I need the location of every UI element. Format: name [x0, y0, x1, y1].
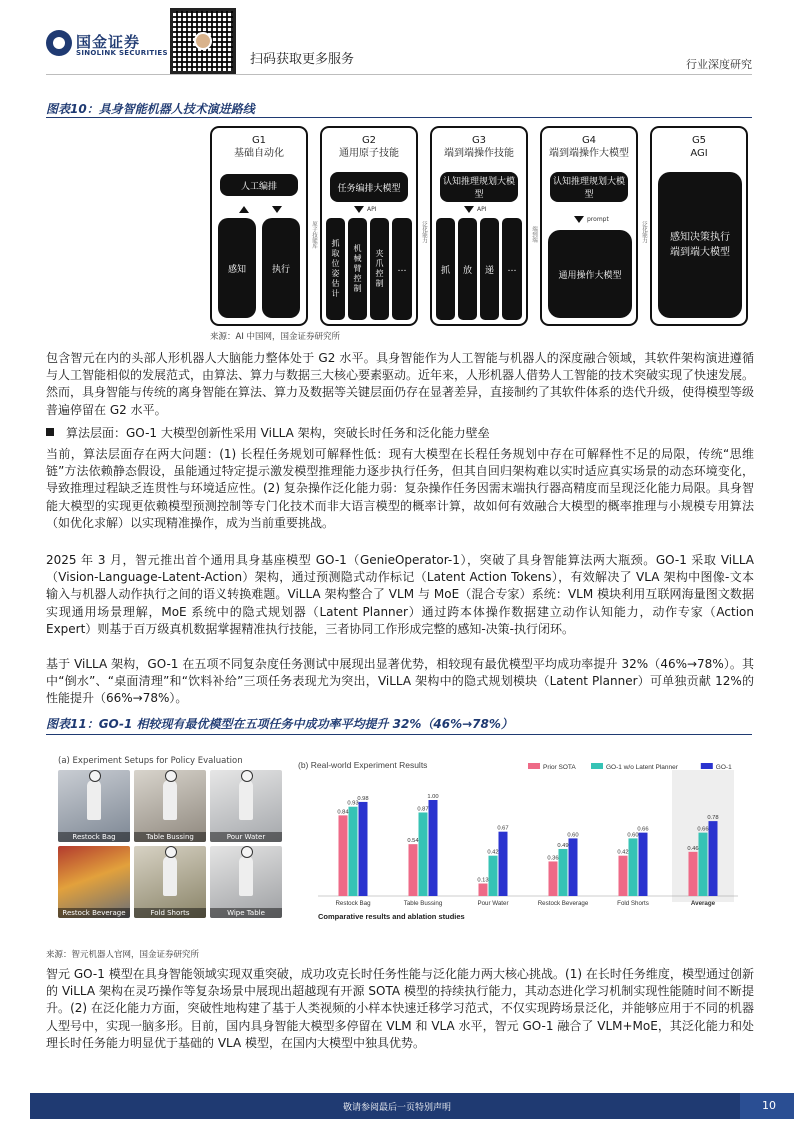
general-operation-model-block: 通用操作大模型: [548, 230, 632, 318]
figure11-source: 来源：智元机器人官网，国金证券研究所: [46, 950, 200, 960]
figure10-rule: [46, 117, 752, 118]
bar: [409, 844, 418, 896]
bar: [619, 856, 628, 896]
footer-disclaimer: 敬请参阅最后一页特别声明: [342, 1103, 451, 1113]
bar: [349, 807, 358, 896]
paragraph-go1-intro: 2025 年 3 月，智元推出首个通用具身基座模型 GO-1（GenieOperator-1），突破了具身智能算法两大瓶颈。GO-1 采取 ViLLA（Vision-Language-Latent-Action）架构，通过预测隐式动作标记（Latent Action Tokens），有效解决了 VLA 架构中图像-文本输入与机器人动作执行之间的语义转换难题。ViLLA 架构整合了 VLM 与 MoE（混合专家）系统：VLM 模块利用互联网海量图文数据实现通用场景理解，MoE 系统中的隐式规划器（Latent Planner）通过跨本体操作数据建立动作认知能力，动作专家（Action Expert）则基于百万级真机数据掌握精准执行技能，三者协同工作形成完整的感知-决策-执行闭环。: [46, 553, 754, 636]
bar: [559, 849, 568, 896]
bar-value-label: 0.60: [627, 832, 639, 839]
task-caption: Restock Beverage: [58, 908, 130, 918]
execution-block: 执行: [262, 218, 300, 318]
bar: [429, 800, 438, 896]
category-tick-label: Table Bussing: [403, 900, 443, 907]
bar: [479, 884, 488, 896]
bar-value-label: 0.46: [687, 845, 699, 852]
stage-main-block: 认知推理规划大模型: [550, 172, 628, 202]
skill-block: 放: [458, 218, 477, 320]
bar: [499, 832, 508, 896]
task-photo-pour-water: [210, 770, 282, 842]
section-bullet: [46, 424, 490, 441]
stage-name: 基础自动化: [234, 148, 284, 159]
bar: [709, 821, 718, 896]
category-tick-label: Fold Shorts: [617, 900, 649, 907]
task-caption: Fold Shorts: [134, 908, 206, 918]
bar-value-label: 1.00: [427, 794, 439, 800]
stage-g1: [210, 126, 308, 326]
category-tick-label: Restock Beverage: [537, 900, 589, 907]
stage-main-block: 认知推理规划大模型: [440, 172, 518, 202]
bar: [359, 802, 368, 896]
task-caption: Pour Water: [210, 832, 282, 842]
bar-value-label: 0.42: [487, 849, 499, 856]
paragraph-g2-level: 包含智元在内的头部人形机器人大脑能力整体处于 G2 水平。具身智能作为人工智能与机器人的深度融合领域，其软件架构演进遵循与人工智能相似的发展范式，由算法、算力与数据三大核心要素驱动。近年来，人形机器人借势人工智能的技术突破实现了快速发展。然而，具身智能与传统的离身智能在算法、算力及数据等关键层面仍存在显著差异，直接制约了其软件体系的迭代升级，使得模型等级普遍停留在 G2 水平。: [46, 351, 755, 417]
results-chart: [290, 756, 742, 926]
robot-figure: [239, 856, 253, 896]
stage-g2: [320, 126, 418, 326]
category-tick-label: Restock Bag: [335, 900, 371, 907]
stage-main-block: 任务编排大模型: [330, 172, 408, 202]
arrow-down-icon: [464, 206, 474, 213]
arrow-down-icon: [354, 206, 364, 213]
category-tick-label: Average: [690, 900, 716, 907]
bullet-text: 算法层面：GO-1 大模型创新性采用 ViLLA 架构，突破长时任务和泛化能力壁垒: [66, 426, 490, 440]
stage-g3: [430, 126, 528, 326]
qr-center-logo: [194, 32, 212, 50]
task-photo-restock-bag: [58, 770, 130, 842]
bar: [629, 838, 638, 896]
paragraph-go1-breakthrough: 智元 GO-1 模型在具身智能领域实现双重突破，成功攻克长时任务性能与泛化能力两大核心挑战。(1) 在长时任务维度，模型通过创新的 ViLLA 架构在灵巧操作等复杂场景中展现出超越现有开源 SOTA 模型的持续执行能力，其动态进化学习机制实现性能随时间不断提升。(2) 在泛化能力方面，突破性地构建了基于人类视频的小样本快速迁移学习范式，不仅实现跨场景泛化，并能够应用于不同的机器人型号中，实现一脑多形。目前，国内具身智能大模型多停留在 VLM 和 VLA 水平，智元 GO-1 融合了 VLM+MoE，其泛化能力和处理长时任务能力明显优于基础的 VLA 模型，在国内大模型中独具优势。: [46, 967, 754, 1050]
stage-g4: [540, 126, 638, 326]
bar-value-label: 0.13: [477, 877, 489, 884]
bar: [489, 856, 498, 896]
task-photo-table-bussing: [134, 770, 206, 842]
brand-name-cn: 国金证券: [76, 33, 141, 51]
bar-value-label: 0.67: [497, 825, 509, 832]
robot-figure: [163, 780, 177, 820]
skill-ellipsis: …: [392, 218, 412, 320]
bar-value-label: 0.42: [617, 849, 629, 856]
legend-label: GO-1 w/o Latent Planner: [606, 764, 678, 771]
scan-prompt: 扫码获取更多服务: [250, 52, 355, 67]
robot-figure: [87, 780, 101, 820]
stage-name: AGI: [690, 148, 708, 159]
bar: [549, 861, 558, 896]
bar-value-label: 0.84: [337, 809, 349, 816]
figure10-title: 图表10：具身智能机器人技术演进路线: [46, 102, 255, 116]
bar-value-label: 0.66: [637, 826, 649, 833]
stage-id: G1: [251, 135, 267, 146]
bar-value-label: 0.93: [347, 800, 359, 807]
bullet-square-icon: [46, 428, 54, 436]
company-logo: [46, 30, 72, 56]
bar-value-label: 0.60: [567, 832, 579, 839]
task-photo-fold-shorts: [134, 846, 206, 918]
paragraph-algorithm-issues: 当前，算法层面存在两大问题：(1) 长程任务规划可解释性低：现有大模型在长程任务规划中存在可解释性不足的局限，传统“思维链”方法依赖静态假设，虽能通过特定提示激发模型推理能力逐步执行任务，但其自回归架构难以实时适应真实场景的动态环境变化，导致推理过程缺乏连贯性与环境适应性。(2) 复杂操作泛化能力弱：复杂操作任务因需末端执行器高精度而呈现泛化能力局限。具身智能大模型的实现更依赖模型预测控制等专门化技术而非大语言模型的概率计算，故如何有效融合大模型的概率推理与小规模专用算法（如优化求解）以实现精准操作，成为当前重要挑战。: [46, 447, 754, 530]
legend-label: Prior SOTA: [543, 764, 576, 771]
arrow-up-icon: [239, 206, 249, 213]
skill-block: 递: [480, 218, 499, 320]
header-divider: [46, 74, 752, 75]
skill-block: 抓: [436, 218, 455, 320]
bar-value-label: 0.87: [417, 806, 429, 813]
bar-value-label: 0.98: [357, 795, 369, 802]
bar: [339, 815, 348, 896]
api-label: API: [367, 206, 377, 213]
figure10-source: 来源：AI 中国网，国金证券研究所: [210, 332, 341, 342]
gap-label: 端到端: [531, 226, 537, 243]
stage-id: G5: [691, 135, 707, 146]
stage-id: G3: [471, 135, 487, 146]
prompt-label: prompt: [587, 216, 609, 223]
stage-g5: [650, 126, 748, 326]
tech-roadmap-diagram: [210, 126, 746, 326]
brand-name-en: SINOLINK SECURITIES: [76, 49, 168, 57]
legend-swatch: [528, 763, 540, 769]
stage-name: 端到端操作大模型: [549, 148, 629, 159]
task-caption: Wipe Table: [210, 908, 282, 918]
legend-swatch: [591, 763, 603, 769]
skill-ellipsis: …: [502, 218, 522, 320]
arrow-down-icon: [272, 206, 282, 213]
robot-figure: [163, 856, 177, 896]
paragraph-go1-results: 基于 ViLLA 架构，GO-1 在五项不同复杂度任务测试中展现出显著优势，相较现有最优模型平均成功率提升 32%（46%→78%）。其中“倒水”、“桌面清理”和“饮料补给”三项任务表现尤为突出，ViLLA 架构中的隐式规划模块（Latent Planner）可单独贡献 12%的性能提升（66%→78%）。: [46, 657, 754, 706]
chart-title: (b) Real-world Experiment Results: [298, 760, 428, 770]
skill-block: 夹爪控制: [370, 218, 389, 320]
stage-id: G2: [361, 135, 377, 146]
task-caption: Table Bussing: [134, 832, 206, 842]
experiment-setups-panel: [58, 756, 283, 921]
stage-id: G4: [581, 135, 597, 146]
bar: [689, 852, 698, 896]
task-caption: Restock Bag: [58, 832, 130, 842]
perception-block: 感知: [218, 218, 256, 318]
skill-block: 抓取位姿估计: [326, 218, 345, 320]
gap-label: 泛化能力: [421, 221, 427, 243]
bar: [699, 833, 708, 896]
robot-figure: [239, 780, 253, 820]
bar-value-label: 0.66: [697, 826, 709, 833]
bar-value-label: 0.78: [707, 815, 719, 822]
legend-label: GO-1: [715, 764, 732, 771]
bar-value-label: 0.54: [407, 838, 419, 845]
bar: [569, 838, 578, 896]
stage-name: 端到端操作技能: [444, 148, 514, 159]
report-type: 行业深度研究: [686, 58, 752, 71]
category-tick-label: Pour Water: [477, 900, 509, 907]
stage-name: 通用原子技能: [339, 148, 399, 159]
legend-swatch: [701, 763, 713, 769]
figure11-title: 图表11：GO-1 相较现有最优模型在五项任务中成功率平均提升 32%（46%→78%）: [46, 717, 513, 731]
x-axis-label: Comparative results and ablation studies: [318, 912, 465, 921]
stage-main-block: 人工编排: [220, 174, 298, 196]
bar-chart-svg: [290, 756, 742, 926]
bar: [419, 812, 428, 896]
task-photo-wipe-table: [210, 846, 282, 918]
bar: [639, 833, 648, 896]
task-photo-restock-beverage: [58, 846, 130, 918]
arrow-down-icon: [574, 216, 584, 223]
api-label: API: [477, 206, 487, 213]
bar-value-label: 0.36: [547, 855, 559, 862]
figure11-rule: [46, 734, 752, 735]
page-number: 10: [762, 1099, 776, 1112]
gap-label: 原子技能库: [311, 221, 317, 249]
skill-block: 机械臂控制: [348, 218, 367, 320]
panel-a-title: (a) Experiment Setups for Policy Evaluation: [58, 756, 243, 766]
bar-value-label: 0.49: [557, 842, 569, 849]
agi-main-block: 感知决策执行端到端大模型: [658, 172, 742, 318]
gap-label: 泛化能力: [641, 221, 647, 243]
